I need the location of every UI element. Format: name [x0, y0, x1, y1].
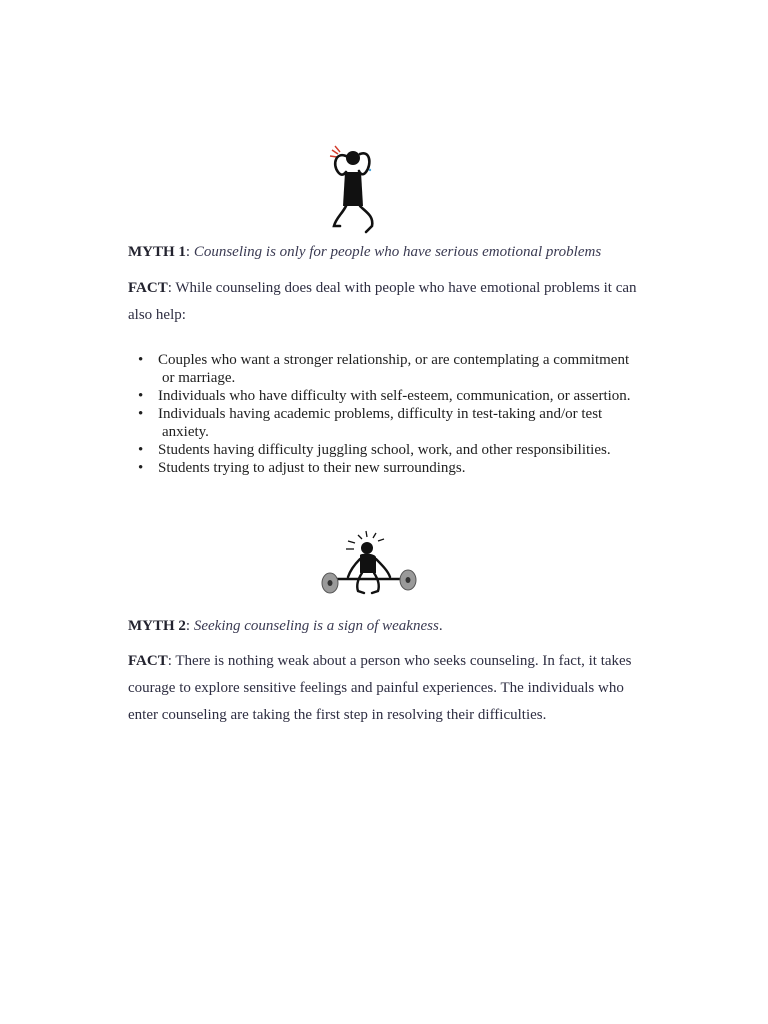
fact-1-text: While counseling does deal with people who have emotional problems it can also help:	[128, 280, 637, 323]
bullet-icon: •	[138, 388, 144, 404]
bullet-icon: •	[138, 352, 144, 368]
myth-2-period: .	[438, 618, 443, 634]
fact-2-paragraph	[128, 648, 648, 729]
counseling-benefits-list	[136, 351, 646, 477]
list-item	[136, 387, 646, 405]
fact-2-separator: :	[167, 653, 176, 669]
myth-2-label: MYTH 2	[128, 618, 186, 634]
myth-1-separator: :	[185, 244, 194, 260]
list-item-text: Couples who want a stronger relationship, or are contemplating a commitment	[158, 352, 630, 368]
list-item-text: Individuals who have difficulty with self-esteem, communication, or assertion.	[158, 388, 631, 404]
bullet-icon: •	[138, 406, 144, 422]
fact-2-label: FACT	[128, 653, 168, 669]
bullet-icon: •	[138, 460, 144, 476]
weightlifter-stick-figure-icon	[318, 527, 422, 599]
myth-2-separator: :	[185, 618, 194, 634]
stressed-stick-figure-icon	[322, 142, 384, 238]
myth-2-heading	[128, 616, 443, 636]
list-item-continuation: or marriage.	[162, 370, 236, 386]
fact-2-text: There is nothing weak about a person who seeks counseling. In fact, it takes courage to explore sensitive feelings and painful experiences. The individuals who enter counseling are taking the first step in resolving their difficulties.	[128, 653, 632, 723]
list-item	[136, 405, 646, 441]
list-item	[136, 351, 646, 387]
myth-1-statement: Counseling is only for people who have serious emotional problems	[193, 244, 602, 260]
myth-2-statement: Seeking counseling is a sign of weakness	[193, 618, 439, 634]
list-item-text: Students trying to adjust to their new surroundings.	[158, 460, 466, 476]
list-item	[136, 459, 646, 477]
fact-1-label: FACT	[128, 280, 168, 296]
myth-1-label: MYTH 1	[128, 244, 186, 260]
list-item-continuation: anxiety.	[162, 424, 209, 440]
list-item-text: Individuals having academic problems, difficulty in test-taking and/or test	[158, 406, 603, 422]
list-item	[136, 441, 646, 459]
list-item-text: Students having difficulty juggling school, work, and other responsibilities.	[158, 442, 611, 458]
myth-1-heading	[128, 242, 601, 262]
fact-1-separator: :	[167, 280, 176, 296]
bullet-icon: •	[138, 442, 144, 458]
fact-1-paragraph	[128, 275, 648, 329]
